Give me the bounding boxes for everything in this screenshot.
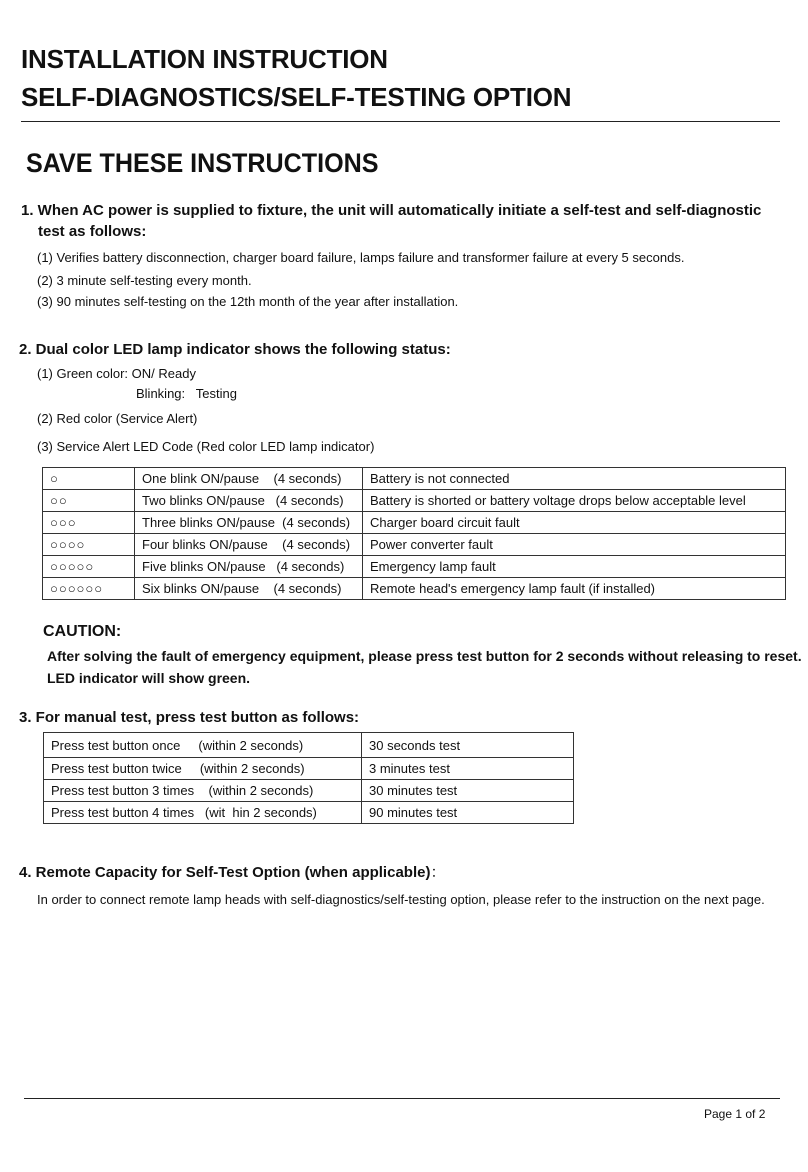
blink-pattern: Five blinks ON/pause (4 seconds) (135, 556, 363, 578)
red-status-text: (2) Red color (Service Alert) (37, 411, 198, 426)
blink-pattern: One blink ON/pause (4 seconds) (135, 468, 363, 490)
table-row (43, 490, 786, 512)
table-row (44, 780, 574, 802)
section4-heading-text: 4. Remote Capacity for Self-Test Option (when applicable) (19, 864, 431, 881)
led-blink-symbol: ○○○○○ (43, 556, 135, 578)
blinking-status-text: Blinking: Testing (136, 386, 237, 401)
table-row (44, 802, 574, 824)
page-number: Page 1 of 2 (704, 1107, 766, 1121)
led-code-intro: (3) Service Alert LED Code (Red color LED lamp indicator) (37, 439, 375, 454)
section3-heading: 3. For manual test, press test button as follows: (19, 709, 360, 726)
fault-meaning: Charger board circuit fault (363, 512, 786, 534)
led-blink-symbol: ○○○○ (43, 534, 135, 556)
test-button-action: Press test button 3 times (within 2 seconds) (44, 780, 362, 802)
section4-heading-colon: ： (430, 864, 446, 881)
section4-heading (19, 861, 445, 882)
document-title-line1: INSTALLATION INSTRUCTION (21, 44, 388, 74)
section1-item-2: (2) 3 minute self-testing every month. (37, 273, 252, 288)
section1-item-1: (1) Verifies battery disconnection, charger board failure, lamps failure and transformer failure at every 5 seconds. (37, 250, 685, 265)
led-code-table (42, 467, 786, 600)
blink-pattern: Two blinks ON/pause (4 seconds) (135, 490, 363, 512)
table-row (44, 733, 574, 758)
table-row (43, 468, 786, 490)
fault-meaning: Emergency lamp fault (363, 556, 786, 578)
led-blink-symbol: ○○ (43, 490, 135, 512)
table-row (43, 512, 786, 534)
section1-item-3: (3) 90 minutes self-testing on the 12th month of the year after installation. (37, 294, 459, 309)
section4-text: In order to connect remote lamp heads with self-diagnostics/self-testing option, please refer to the instruction on the next page. (37, 892, 765, 907)
header-divider (21, 121, 780, 122)
fault-meaning: Battery is not connected (363, 468, 786, 490)
fault-meaning: Battery is shorted or battery voltage drops below acceptable level (363, 490, 786, 512)
test-duration: 90 minutes test (362, 802, 574, 824)
table-row (43, 534, 786, 556)
table-row (44, 758, 574, 780)
caution-text-line2: LED indicator will show green. (47, 670, 251, 686)
led-blink-symbol: ○ (43, 468, 135, 490)
table-row (43, 556, 786, 578)
test-button-action: Press test button 4 times (wit hin 2 seconds) (44, 802, 362, 824)
blink-pattern: Six blinks ON/pause (4 seconds) (135, 578, 363, 600)
fault-meaning: Remote head's emergency lamp fault (if installed) (363, 578, 786, 600)
led-blink-symbol: ○○○○○○ (43, 578, 135, 600)
test-duration: 30 minutes test (362, 780, 574, 802)
section1-heading-line1: 1. When AC power is supplied to fixture, the unit will automatically initiate a self-test and self-diagnostic (21, 202, 762, 219)
led-blink-symbol: ○○○ (43, 512, 135, 534)
footer-divider (24, 1098, 780, 1099)
manual-test-table (43, 732, 574, 824)
test-button-action: Press test button once (within 2 seconds) (44, 733, 362, 758)
test-duration: 30 seconds test (362, 733, 574, 758)
document-title-line2: SELF-DIAGNOSTICS/SELF-TESTING OPTION (21, 82, 572, 112)
blink-pattern: Four blinks ON/pause (4 seconds) (135, 534, 363, 556)
save-instructions-heading: SAVE THESE INSTRUCTIONS (26, 148, 379, 178)
caution-text-line1: After solving the fault of emergency equipment, please press test button for 2 seconds without releasing to reset. (47, 648, 802, 664)
section1-heading-line2: test as follows: (38, 223, 147, 240)
test-button-action: Press test button twice (within 2 seconds) (44, 758, 362, 780)
section2-heading: 2. Dual color LED lamp indicator shows the following status: (19, 341, 451, 358)
blink-pattern: Three blinks ON/pause (4 seconds) (135, 512, 363, 534)
test-duration: 3 minutes test (362, 758, 574, 780)
fault-meaning: Power converter fault (363, 534, 786, 556)
table-row (43, 578, 786, 600)
caution-label: CAUTION: (43, 623, 122, 640)
green-status-text: (1) Green color: ON/ Ready (37, 366, 196, 381)
